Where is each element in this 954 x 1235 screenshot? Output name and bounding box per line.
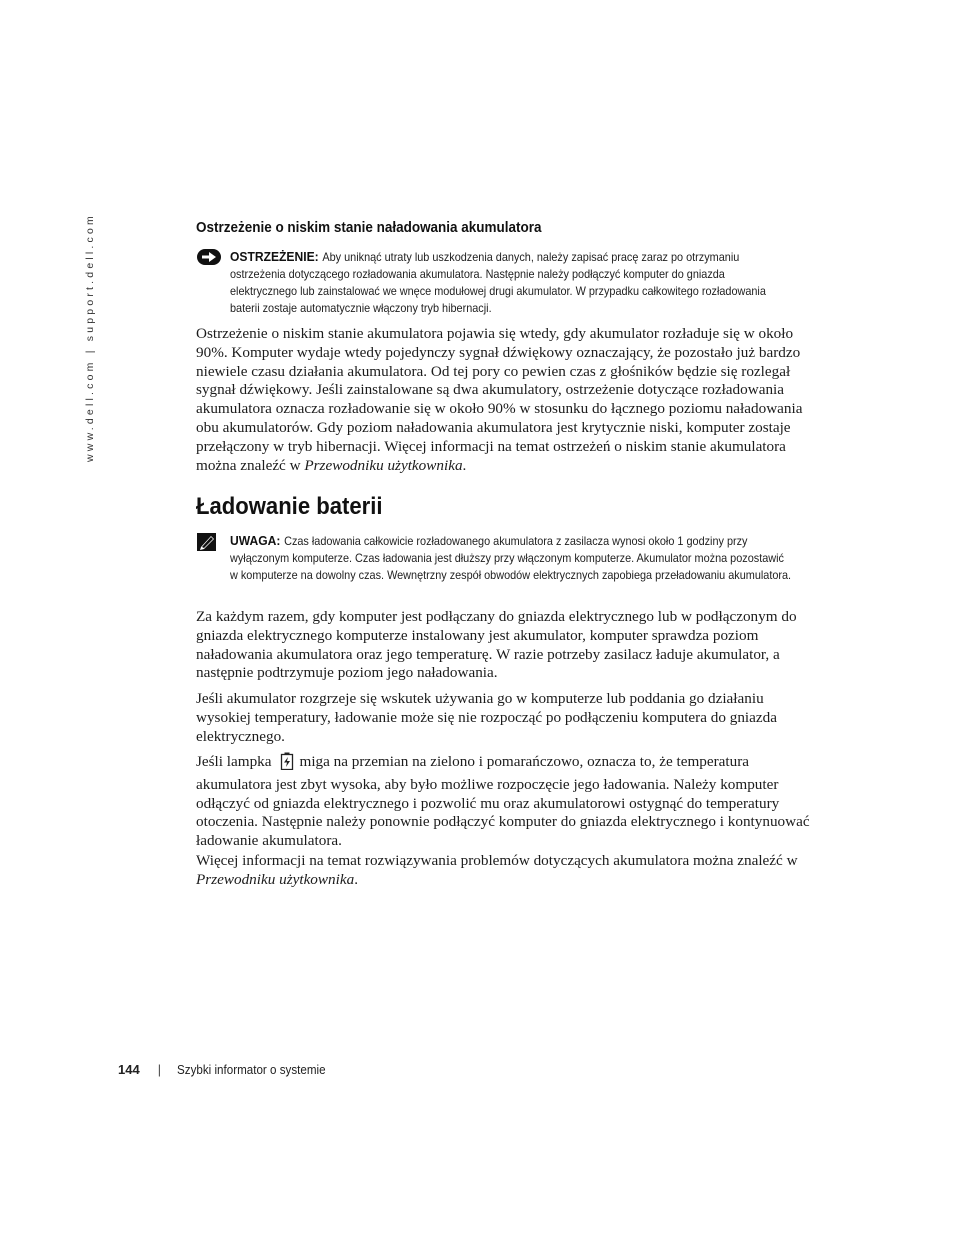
page-title-charging: Ładowanie baterii bbox=[196, 493, 383, 520]
user-guide-ref-2: Przewodniku użytkownika bbox=[196, 870, 355, 888]
charging-text-3b: miga na przemian na zielono i pomarańczowo, oznacza to, że temperatura akumulatora jest zbyt wysoka, aby było możliwe rozpoczęcie jego ładowania. Należy komputer odłączyć od gniazda elektrycznego i pozwolić mu oraz akumulatorowi ostygnąć do temperatury otoczenia. Następnie należy ponownie podłączyć komputer do gniazda elektrycznego i kontynuować ładowanie akumulatora. bbox=[196, 753, 810, 850]
page-number: 144 bbox=[118, 1062, 140, 1077]
footer-separator: | bbox=[157, 1063, 161, 1077]
section-heading-low-battery: Ostrzeżenie o niskim stanie naładowania akumulatora bbox=[196, 220, 542, 236]
footer-title: Szybki informator o systemie bbox=[176, 1063, 326, 1077]
note-text: Czas ładowania całkowicie rozładowanego akumulatora z zasilacza wynosi około 1 godziny przy wyłączonym komputerze. Czas ładowania jest dłuższy przy włączonym komputerze. Akumulator można pozostawić w komputerze na dowolny czas. Wewnętrzny zespół obwodów elektrycznych zapobiega przeładowaniu akumulatora. bbox=[230, 535, 792, 582]
warning-text: Aby uniknąć utraty lub uszkodzenia danych, należy zapisać pracę zaraz po otrzymaniu ostrzeżenia dotyczącego rozładowania akumulatora. Następnie należy podłączyć komputer do gniazda elektrycznego lub zainstalować we wnęce modułowej drugi akumulator. W przypadku całkowitego rozładowania baterii zostaje automatycznie włączony tryb hibernacji. bbox=[230, 251, 766, 315]
low-battery-paragraph bbox=[196, 325, 818, 475]
user-guide-ref: Przewodniku użytkownika bbox=[304, 456, 463, 474]
note-notice bbox=[196, 532, 796, 584]
sidebar-url: www.dell.com | support.dell.com bbox=[84, 213, 96, 462]
charging-paragraph-3 bbox=[196, 752, 818, 851]
warning-arrow-icon bbox=[196, 248, 222, 271]
warning-notice bbox=[196, 248, 796, 317]
charging-text-4: Więcej informacji na temat rozwiązywania problemów dotyczących akumulatora można znaleźć w bbox=[196, 852, 798, 869]
charging-text-3a: Jeśli lampka bbox=[196, 753, 272, 770]
note-label: UWAGA: bbox=[230, 533, 281, 548]
charging-paragraph-2 bbox=[196, 690, 818, 746]
low-battery-text-end: . bbox=[462, 456, 467, 474]
charging-text-2: Jeśli akumulator rozgrzeje się wskutek używania go w komputerze lub poddania go działaniu wysokiej temperatury, ładowanie może się nie rozpocząć po podłączeniu komputera do gniazda elektrycznego. bbox=[196, 690, 777, 745]
charging-text-1: Za każdym razem, gdy komputer jest podłączany do gniazda elektrycznego lub w podłączonym do gniazda elektrycznego komputerze instalowany jest akumulator, komputer sprawdza poziom naładowania akumulatora oraz jego temperaturę. W razie potrzeby zasilacz ładuje akumulator, a następnie podtrzymuje poziom jego naładowania. bbox=[196, 608, 797, 682]
warning-label: OSTRZEŻENIE: bbox=[230, 249, 319, 264]
charging-paragraph-1 bbox=[196, 608, 818, 683]
page-footer bbox=[118, 1062, 337, 1077]
charging-text-4-end: . bbox=[354, 870, 358, 888]
charging-paragraph-4 bbox=[196, 852, 818, 890]
battery-light-icon bbox=[280, 752, 294, 776]
low-battery-text: Ostrzeżenie o niskim stanie akumulatora pojawia się wtedy, gdy akumulator rozładuje się w około 90%. Komputer wydaje wtedy pojedynczy sygnał dźwiękowy oznaczający, że pozostało już bardzo niewiele czasu działania akumulatora. Od tej pory co pewien czas z głośników będzie się rozlegał sygnał dźwiękowy. Jeśli zainstalowane są dwa akumulatory, ostrzeżenie dotyczące rozładowania akumulatora oznacza rozładowanie się w około 90% w stosunku do łącznego poziomu naładowania obu akumulatorów. Gdy poziom naładowania akumulatora jest krytycznie niski, komputer zostaje przełączony w tryb hibernacji. Więcej informacji na temat ostrzeżeń o niskim stanie akumulatora można znaleźć w bbox=[196, 325, 803, 474]
note-pencil-icon bbox=[196, 532, 218, 557]
